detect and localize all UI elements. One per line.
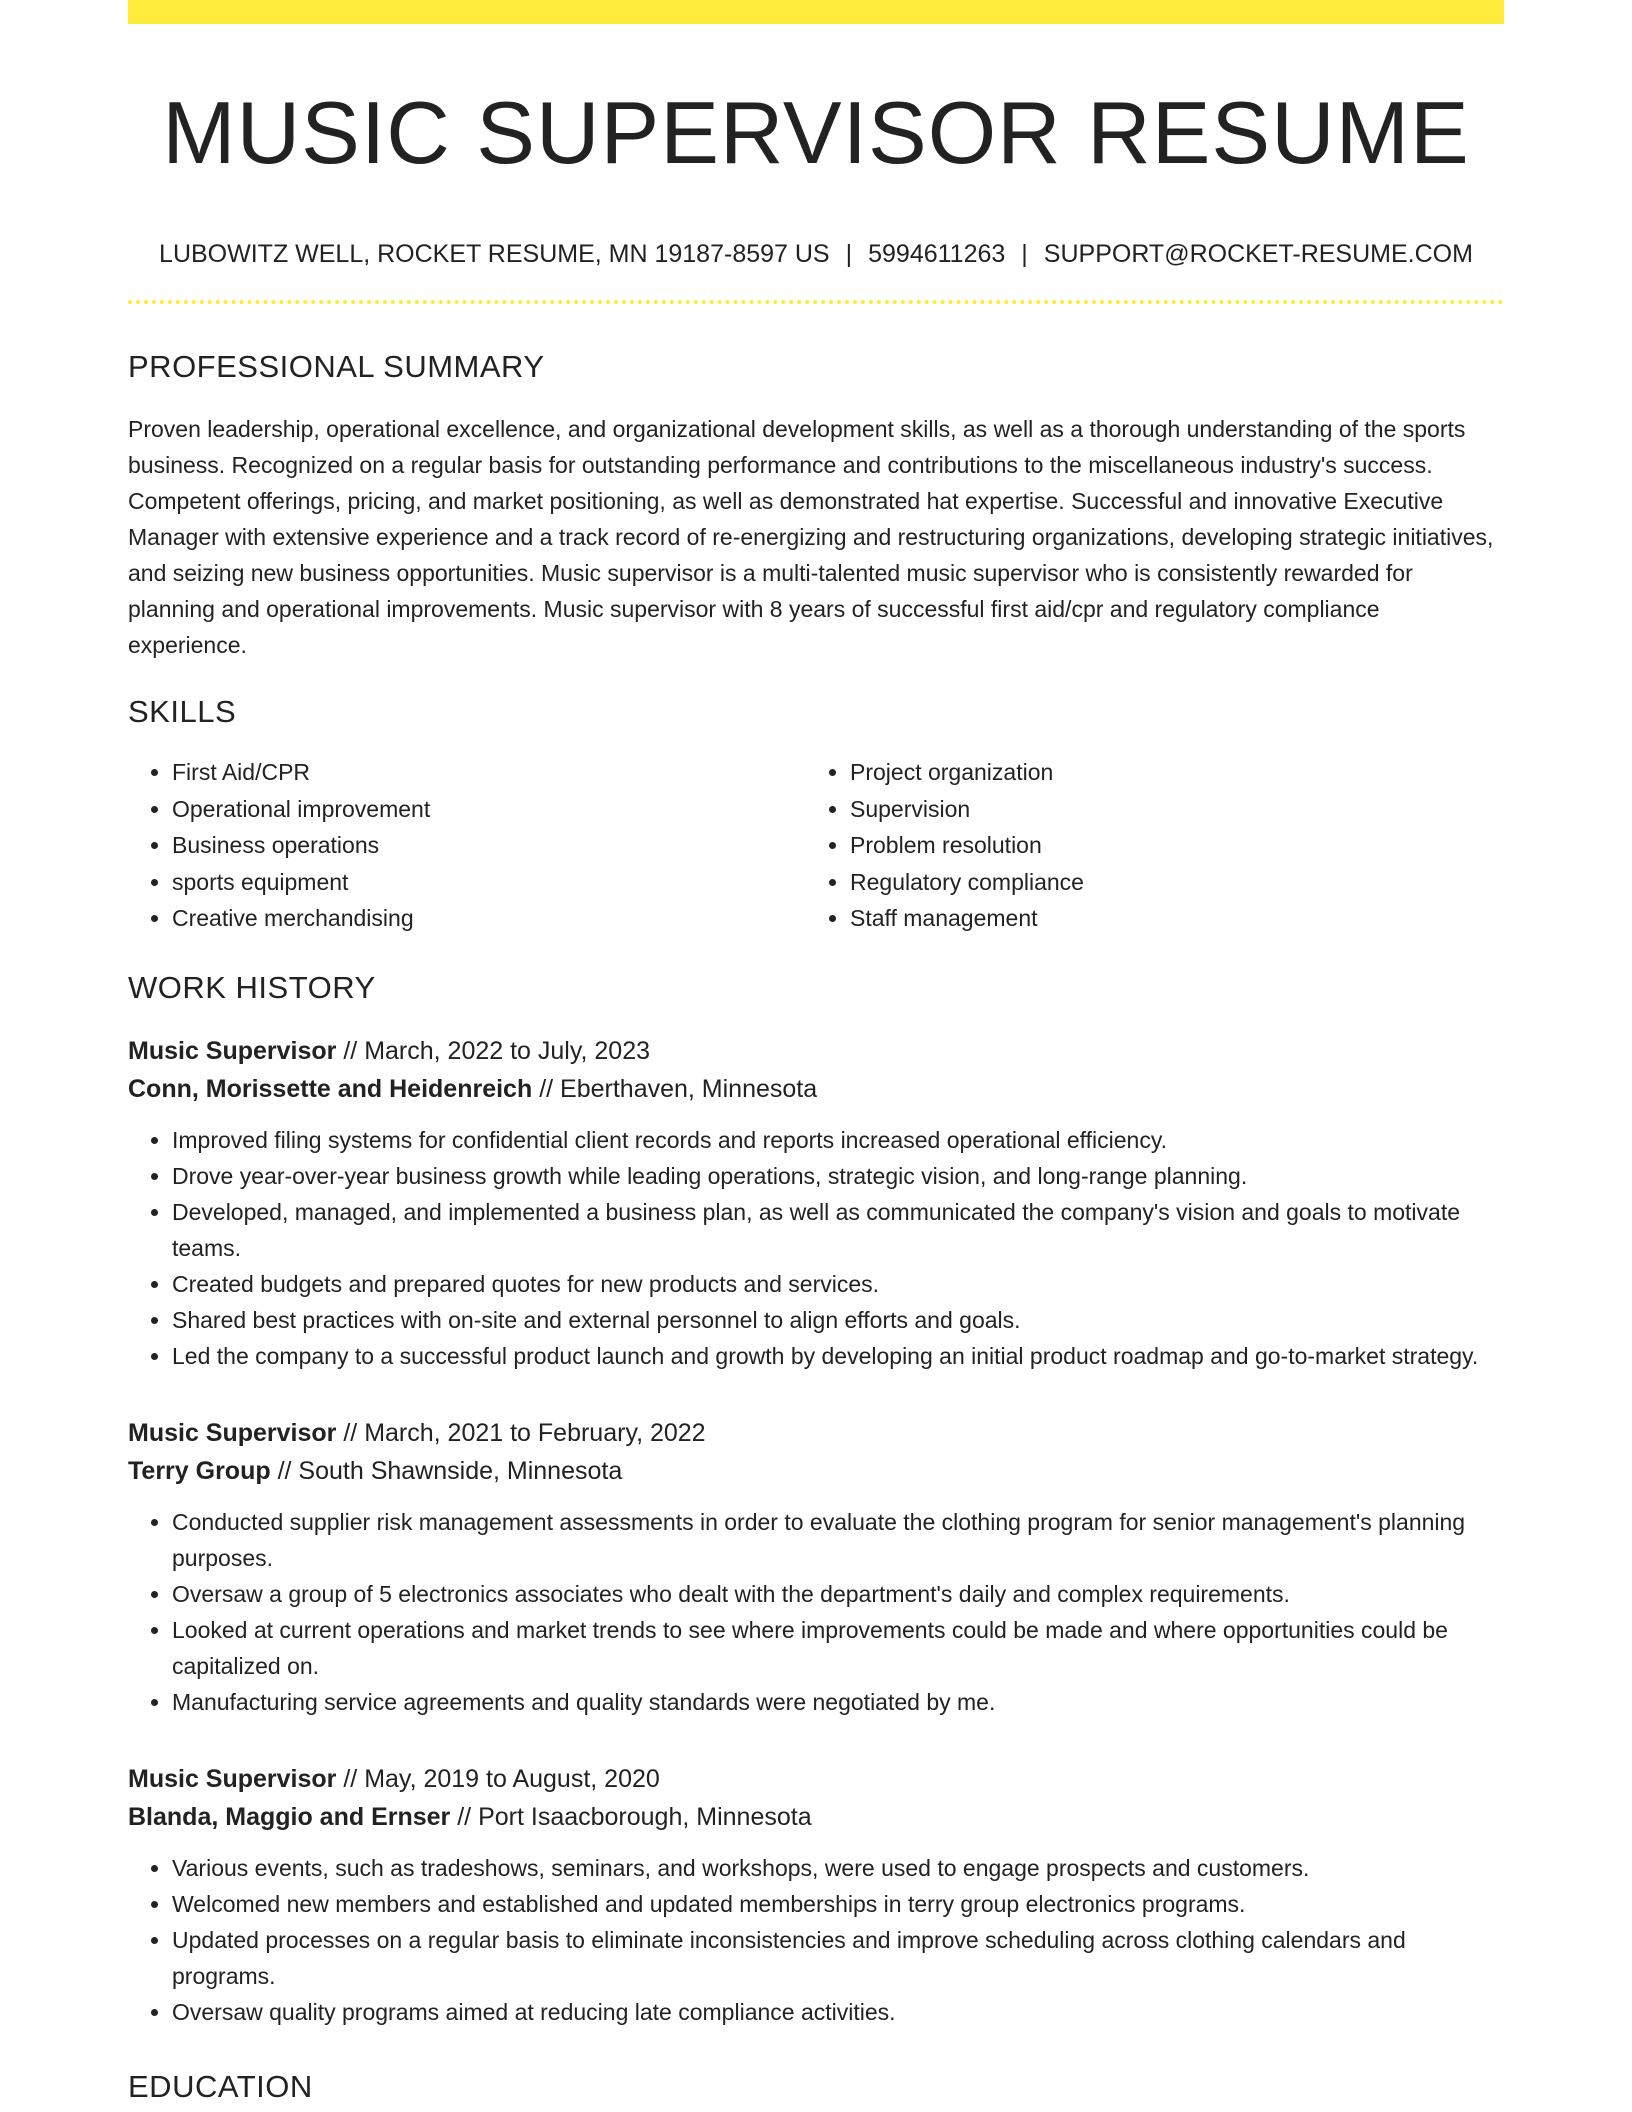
job-title-line	[128, 1414, 1504, 1452]
job-entry	[128, 1414, 1504, 1720]
job-entry	[128, 1760, 1504, 2030]
job-bullet: • Updated processes on a regular basis to eliminate inconsistencies and improve scheduling across clothing calendars and programs.	[172, 1922, 1504, 1994]
job-company: Conn, Morissette and Heidenreich	[128, 1075, 533, 1104]
skills-heading: SKILLS	[128, 694, 237, 730]
job-dates: // March, 2021 to February, 2022	[343, 1419, 706, 1448]
job-bullet-list	[128, 1122, 1504, 1374]
job-bullet: • Created budgets and prepared quotes for new products and services.	[172, 1266, 1504, 1302]
job-bullet-list	[128, 1850, 1504, 2030]
job-entry	[128, 1032, 1504, 1374]
job-title: Music Supervisor	[128, 1765, 337, 1794]
job-location: // South Shawnside, Minnesota	[277, 1457, 623, 1486]
job-bullet: • Manufacturing service agreements and quality standards were negotiated by me.	[172, 1684, 1504, 1720]
resume-page	[128, 0, 1504, 2105]
job-bullet: • Improved filing systems for confidential client records and reports increased operational efficiency.	[172, 1122, 1504, 1158]
accent-top-bar	[128, 0, 1504, 24]
job-company-line	[128, 1070, 1504, 1108]
job-bullet: • Developed, managed, and implemented a business plan, as well as communicated the company's vision and goals to motivate teams.	[172, 1194, 1504, 1266]
skills-column-left	[128, 754, 806, 937]
skill-item: • Business operations	[172, 827, 806, 864]
job-title: Music Supervisor	[128, 1419, 337, 1448]
job-bullet: • Welcomed new members and established and updated memberships in terry group electronics programs.	[172, 1886, 1504, 1922]
skill-item: • Supervision	[850, 791, 1484, 828]
job-company-line	[128, 1798, 1504, 1836]
skill-item: • Project organization	[850, 754, 1484, 791]
job-bullet: • Shared best practices with on-site and external personnel to align efforts and goals.	[172, 1302, 1504, 1338]
job-company-line	[128, 1452, 1504, 1490]
job-title-line	[128, 1032, 1504, 1070]
job-dates: // March, 2022 to July, 2023	[343, 1037, 651, 1066]
skill-item: • Operational improvement	[172, 791, 806, 828]
education-heading: EDUCATION	[128, 2069, 313, 2105]
contact-separator: |	[845, 239, 853, 268]
contact-separator: |	[1021, 239, 1028, 268]
job-title-line	[128, 1760, 1504, 1798]
job-bullet: • Oversaw a group of 5 electronics associates who dealt with the department's daily and complex requirements.	[172, 1576, 1504, 1612]
skill-item: • Problem resolution	[850, 827, 1484, 864]
job-company: Terry Group	[128, 1457, 271, 1486]
job-bullet: • Drove year-over-year business growth while leading operations, strategic vision, and long-range planning.	[172, 1158, 1504, 1194]
job-location: // Port Isaacborough, Minnesota	[457, 1803, 812, 1832]
job-dates: // May, 2019 to August, 2020	[343, 1765, 660, 1794]
job-bullet: • Oversaw quality programs aimed at reducing late compliance activities.	[172, 1994, 1504, 2030]
contact-email: SUPPORT@ROCKET-RESUME.COM	[1043, 239, 1473, 268]
contact-phone: 5994611263	[868, 239, 1006, 268]
job-bullet: • Looked at current operations and market trends to see where improvements could be made and where opportunities could be capitalized on.	[172, 1612, 1504, 1684]
job-company: Blanda, Maggio and Ernser	[128, 1803, 451, 1832]
skills-grid	[128, 754, 1504, 937]
skill-item: • Creative merchandising	[172, 900, 806, 937]
summary-text: Proven leadership, operational excellence, and organizational development skills, as well as a thorough understanding of the sports business. Recognized on a regular basis for outstanding performance and contributions to the miscellaneous industry's success. Competent offerings, pricing, and market positioning, as well as demonstrated hat expertise. Successful and innovative Executive Manager with extensive experience and a track record of re-energizing and restructuring organizations, developing strategic initiatives, and seizing new business opportunities. Music supervisor is a multi-talented music supervisor who is consistently rewarded for planning and operational improvements. Music supervisor with 8 years of successful first aid/cpr and regulatory compliance experience.	[128, 416, 1494, 659]
job-bullet: • Led the company to a successful product launch and growth by developing an initial product roadmap and go-to-market strategy.	[172, 1338, 1504, 1374]
contact-line	[128, 238, 1504, 271]
skill-item: • Staff management	[850, 900, 1484, 937]
job-title: Music Supervisor	[128, 1037, 337, 1066]
skill-item: • First Aid/CPR	[172, 754, 806, 791]
job-location: // Eberthaven, Minnesota	[539, 1075, 818, 1104]
summary-heading: PROFESSIONAL SUMMARY	[128, 349, 545, 385]
contact-address: LUBOWITZ WELL, ROCKET RESUME, MN 19187-8597 US	[159, 239, 830, 268]
job-bullet: • Conducted supplier risk management assessments in order to evaluate the clothing program for senior management's planning purposes.	[172, 1504, 1504, 1576]
work-history-heading: WORK HISTORY	[128, 969, 376, 1005]
skills-column-right	[806, 754, 1484, 937]
dotted-divider	[128, 300, 1504, 304]
page-title: MUSIC SUPERVISOR RESUME	[162, 83, 1470, 182]
skill-item: • sports equipment	[172, 864, 806, 901]
skill-item: • Regulatory compliance	[850, 864, 1484, 901]
job-bullet-list	[128, 1504, 1504, 1720]
job-bullet: • Various events, such as tradeshows, seminars, and workshops, were used to engage prospects and customers.	[172, 1850, 1504, 1886]
